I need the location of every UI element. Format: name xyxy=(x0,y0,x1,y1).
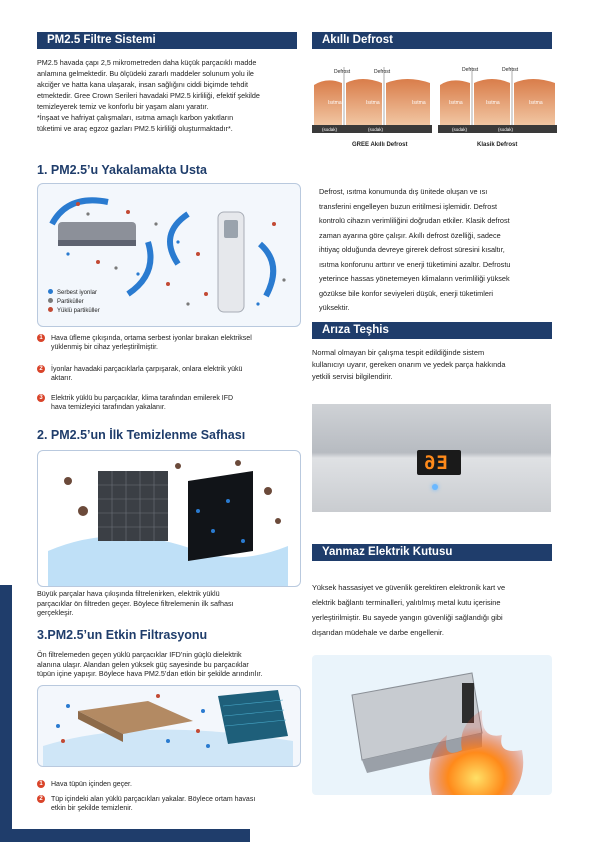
particle-dot-icon xyxy=(48,298,53,303)
section1-title: 1. PM2.5’u Yakalamakta Usta xyxy=(37,163,208,177)
defrost-label: Defrost xyxy=(502,67,519,73)
step-line: Hava üfleme çıkışında, ortama serbest iyonlar bırakan elektriksel xyxy=(51,335,252,342)
smart-defrost-caption: GREE Akıllı Defrost xyxy=(352,142,408,148)
step-line: Tüp içindeki alan yüklü parçacıkları yakalar. Böylece ortam havası xyxy=(51,796,256,803)
legend-item xyxy=(48,307,100,316)
ariza-header: Arıza Teşhis xyxy=(312,322,552,339)
heating-label: Isıtma xyxy=(529,100,543,106)
text-line: Ön filtrelemeden geçen yüklü parçacıklar IFD’nin güçlü dielektrik xyxy=(37,650,242,659)
step-line: Elektrik yüklü bu parçacıklar, klima tarafından emilerek IFD xyxy=(51,395,234,402)
text-line: yeterince hassas yönetemeyen klimaların verimliliği yüksek xyxy=(319,274,510,283)
defrost-diagram xyxy=(312,55,557,155)
defrost-label: Defrost xyxy=(374,69,391,75)
text-line: alanına ulaşır. Alandan gelen yüksek güç sayesinde bu parçacıklar xyxy=(37,659,249,669)
time-label: (sodak) xyxy=(452,127,468,132)
text-line: dışarıdan müdehale ve darbe engellenir. xyxy=(312,628,444,637)
time-label: (sodak) xyxy=(322,127,338,132)
heating-label: Isıtma xyxy=(486,100,500,106)
legend-label: Serbest iyonlar xyxy=(57,290,98,296)
step-line: İyonlar havadaki parçacıklarla çarpışarak, onlara elektrik yükü xyxy=(51,366,243,373)
yanmaz-text xyxy=(312,580,557,640)
step-number: 1 xyxy=(37,334,45,342)
text-line: yüksektir. xyxy=(319,303,350,312)
defrost-text xyxy=(319,185,555,316)
section3-step-2 xyxy=(37,795,299,813)
intro-line: anlamına gelmektedir. Bu ölçüdeki zararlı maddeler solunum yolu ile xyxy=(37,69,254,78)
heating-label: Isıtma xyxy=(328,100,342,106)
legend-label: Partiküller xyxy=(57,299,84,305)
intro-line: akciğer ve hatta kana ulaşarak, insan sağlığını ciddi biçimde tehdit xyxy=(37,80,248,89)
ariza-text xyxy=(312,347,557,383)
intro-line: PM2.5 havada çapı 2,5 mikrometreden daha küçük parçacıklı madde xyxy=(37,58,257,67)
error-code: E6 xyxy=(423,452,448,474)
ionizer-illustration xyxy=(37,183,301,327)
ifd-graphic xyxy=(38,686,300,766)
section1-step-3 xyxy=(37,394,299,412)
section3-step-1 xyxy=(37,780,299,789)
prefilter-graphic xyxy=(38,451,300,586)
section3-text xyxy=(37,650,299,679)
legend-label: Yüklü partiküller xyxy=(57,308,100,314)
text-line: Yüksek hassasiyet ve güvenlik gerektiren elektronik kart ve xyxy=(312,583,506,592)
legend xyxy=(48,289,100,316)
text-line: parçacıklar ön filtreden geçer. Böylece filtrelemenin ilk safhası xyxy=(37,598,234,608)
time-label: (sodak) xyxy=(368,127,384,132)
text-line: tüpün içine yapışır. Böylece hava PM2.5’dan etkin bir şekilde arındırılır. xyxy=(37,669,263,678)
text-line: gözükse bile konfor seviyeleri düşük, enerji tüketimleri xyxy=(319,288,493,298)
step-number: 1 xyxy=(37,780,45,788)
text-line: gerçekleşir. xyxy=(37,608,74,617)
section1-step-1 xyxy=(37,334,299,352)
section2-title: 2. PM2.5’un İlk Temizlenme Safhası xyxy=(37,428,246,442)
defrost-header: Akıllı Defrost xyxy=(312,32,552,49)
status-led-icon xyxy=(432,484,438,490)
step-line: yüklenmiş bir cihaz yerleştirilmiştir. xyxy=(51,344,158,351)
step-line: hava temizleyici tarafından yakalanır. xyxy=(51,404,166,411)
time-label: (sodak) xyxy=(498,127,514,132)
step-number: 2 xyxy=(37,795,45,803)
legend-item xyxy=(48,289,100,298)
heating-label: Isıtma xyxy=(449,100,463,106)
ion-dot-icon xyxy=(48,289,53,294)
text-line: transferini engelleyen buzun eritilmesi işlemidir. Defrost xyxy=(319,201,498,211)
pm25-header: PM2.5 Filtre Sistemi xyxy=(37,32,297,49)
section3-title: 3.PM2.5’un Etkin Filtrasyonu xyxy=(37,628,208,642)
step-line: aktarır. xyxy=(51,375,73,382)
text-line: elektrik bağlantı terminalleri, yalıtılmış metal kutu içerisine xyxy=(312,598,501,607)
pm25-intro xyxy=(37,57,299,134)
text-line: kontrolü cihazın verimliliğini doğrudan etkiler. Klasik defrost xyxy=(319,216,510,225)
legend-item xyxy=(48,298,100,307)
text-line: ihtiyaç olduğunda devreye girerek defrost süresini kısaltır, xyxy=(319,245,505,254)
section1-step-2 xyxy=(37,365,299,383)
section2-text xyxy=(37,589,299,618)
yanmaz-header: Yanmaz Elektrik Kutusu xyxy=(312,544,552,561)
classic-defrost-caption: Klasik Defrost xyxy=(477,142,518,148)
ifd-illustration xyxy=(37,685,301,767)
intro-line: temizleyerek temiz ve konforlu bir yaşam alanı yaratır. xyxy=(37,102,209,111)
bottom-edge-bar xyxy=(0,829,250,842)
error-display-photo xyxy=(312,404,551,512)
intro-line: tüketimi ve araç egzoz gazları PM2.5 kirliliği oluşturmaktadır*. xyxy=(37,124,233,133)
charged-particle-dot-icon xyxy=(48,307,53,312)
text-line: Defrost, ısıtma konumunda dış ünitede oluşan ve ısı xyxy=(319,187,488,196)
electric-box-graphic xyxy=(312,655,552,795)
defrost-chart xyxy=(312,55,557,135)
text-line: zaman ayarına göre çalışır. Akıllı defrost özelliği, sadece xyxy=(319,230,501,240)
text-line: Büyük parçalar hava çıkışında filtrelenirken, elektrik yüklü xyxy=(37,589,220,598)
step-number: 3 xyxy=(37,394,45,402)
left-edge-bar xyxy=(0,585,12,842)
heating-label: Isıtma xyxy=(366,100,380,106)
text-line: ısıtma konforunu arttırır ve enerji tüketimini azaltır. Defrostu xyxy=(319,259,511,269)
electric-box-photo xyxy=(312,655,552,795)
text-line: yetkili servisi bilgilendirir. xyxy=(312,372,393,381)
text-line: yerleştirilmiştir. Bu sayede yangın güvenliği sağlandığı gibi xyxy=(312,613,503,622)
defrost-label: Defrost xyxy=(462,67,479,73)
text-line: kullanıcıyı uyarır, gereken onarım ve yedek parça hakkında xyxy=(312,360,506,369)
step-line: Hava tüpün içinden geçer. xyxy=(51,781,132,788)
prefilter-illustration xyxy=(37,450,301,587)
intro-line: etmektedir. Gree Crown Serileri havadaki PM2.5 kirliliği, efektif şekilde xyxy=(37,91,260,100)
text-line: Normal olmayan bir çalışma tespit edildiğinde sistem xyxy=(312,348,485,357)
defrost-label: Defrost xyxy=(334,69,351,75)
step-number: 2 xyxy=(37,365,45,373)
intro-line: *İnşaat ve hafriyat çalışmaları, ısıtma amaçlı karbon yakıtların xyxy=(37,113,234,122)
heating-label: Isıtma xyxy=(412,100,426,106)
step-line: etkin bir şekilde temizlenir. xyxy=(51,805,133,812)
